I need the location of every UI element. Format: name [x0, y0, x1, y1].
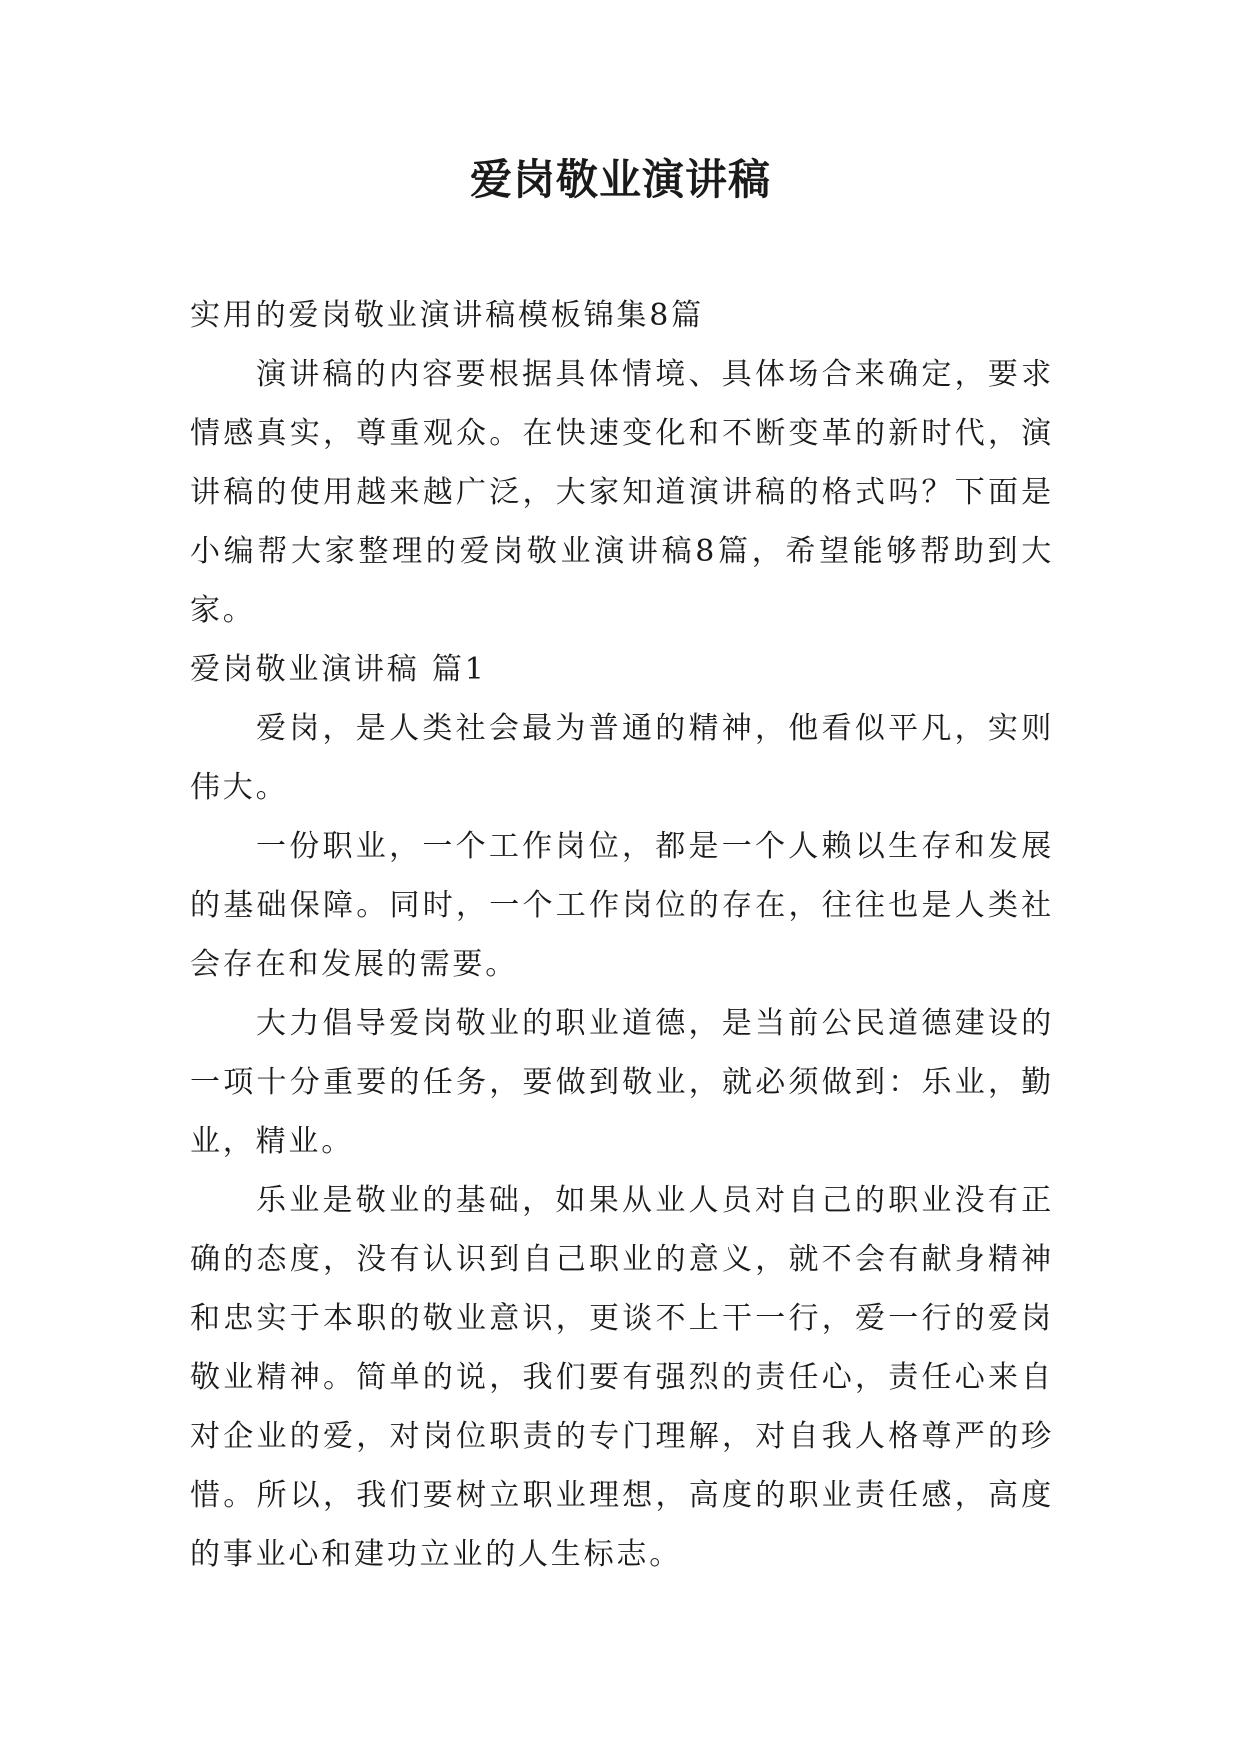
section-heading: 爱岗敬业演讲稿 篇1 — [190, 652, 487, 687]
document-body — [190, 286, 1054, 1584]
intro-paragraph: 演讲稿的内容要根据具体情境、具体场合来确定，要求情感真实，尊重观众。在快速变化和不断变革的新时代，演讲稿的使用越来越广泛，大家知道演讲稿的格式吗？下面是小编帮大家整理的爱岗敬业演讲稿8篇，希望能够帮助到大家。 — [190, 357, 1054, 628]
body-paragraph: 爱岗，是人类社会最为普通的精神，他看似平凡，实则伟大。 — [190, 711, 1054, 805]
body-paragraph: 大力倡导爱岗敬业的职业道德，是当前公民道德建设的一项十分重要的任务，要做到敬业，就必须做到：乐业，勤业，精业。 — [190, 1006, 1054, 1159]
body-paragraph: 一份职业，一个工作岗位，都是一个人赖以生存和发展的基础保障。同时，一个工作岗位的存在，往往也是人类社会存在和发展的需要。 — [190, 829, 1054, 982]
document-title: 爱岗敬业演讲稿 — [469, 155, 771, 204]
document-subtitle: 实用的爱岗敬业演讲稿模板锦集8篇 — [190, 298, 704, 333]
body-paragraph: 乐业是敬业的基础，如果从业人员对自己的职业没有正确的态度，没有认识到自己职业的意义，就不会有献身精神和忠实于本职的敬业意识，更谈不上干一行，爱一行的爱岗敬业精神。简单的说，我们要有强烈的责任心，责任心来自对企业的爱，对岗位职责的专门理解，对自我人格尊严的珍惜。所以，我们要树立职业理想，高度的职业责任感，高度的事业心和建功立业的人生标志。 — [190, 1183, 1054, 1572]
